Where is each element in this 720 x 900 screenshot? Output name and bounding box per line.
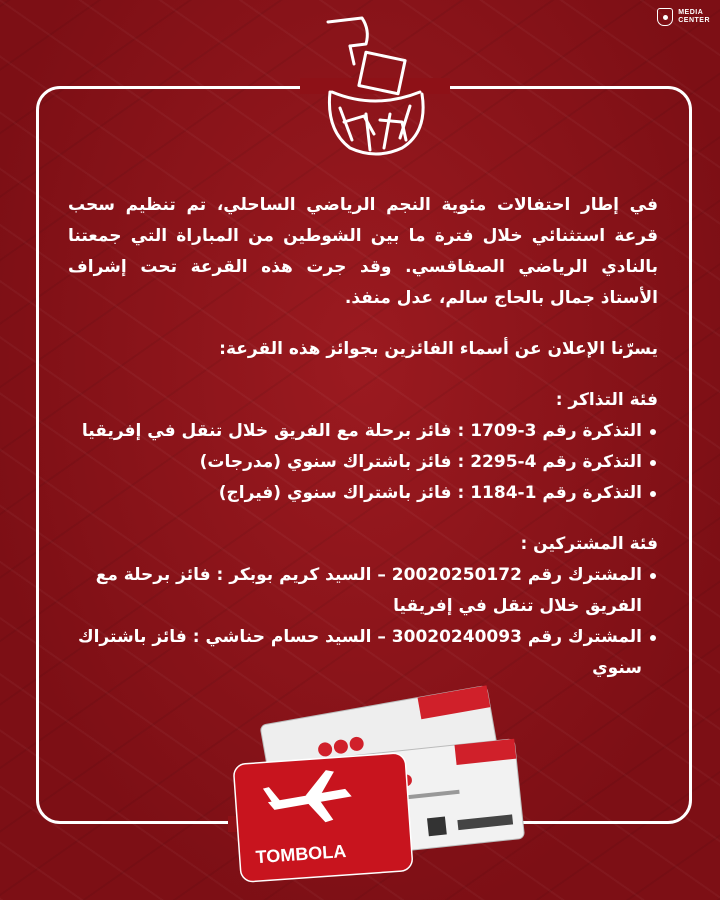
list-item: التذكرة رقم 4-2295 : فائز باشتراك سنوي (مدرجات) [68,447,658,478]
tickets-section-title: فئة التذاكر : [555,390,658,410]
list-item: المشترك رقم 30020240093 – السيد حسام حناشي : فائز باشتراك سنوي [68,622,658,684]
ballot-box-icon [310,10,440,160]
intro-paragraph: في إطار احتفالات مئوية النجم الرياضي الساحلي، تم تنظيم سحب قرعة استثنائي خلال فترة ما بين الشوطين من المباراة التي جمعتنا بالنادي الرياضي الصفاقسي. وقد جرت هذه القرعة تحت إشراف الأستاذ جمال بالحاج سالم، عدل منفذ. [68,195,658,308]
tickets-winners-list [68,416,658,509]
announce-line: يسرّنا الإعلان عن أسماء الفائزين بجوائز هذه القرعة: [219,339,658,359]
list-item: التذكرة رقم 1-1184 : فائز باشتراك سنوي (فيراج) [68,478,658,509]
logo-line-1: MEDIA [678,9,704,16]
list-item: التذكرة رقم 3-1709 : فائز برحلة مع الفريق خلال تنقل في إفريقيا [68,416,658,447]
list-item: المشترك رقم 20020250172 – السيد كريم بوبكر : فائز برحلة مع الفريق خلال تنقل في إفريقيا [68,560,658,622]
announcement-body [68,190,658,684]
club-crest-icon [657,8,673,26]
subscribers-winners-list [68,560,658,684]
subscribers-section-title: فئة المشتركين : [520,534,658,554]
logo-line-2: CENTER [678,17,710,24]
tombola-label: TOMBOLA [255,840,347,868]
media-center-logo [657,8,710,26]
tombola-tickets-illustration [230,680,530,890]
